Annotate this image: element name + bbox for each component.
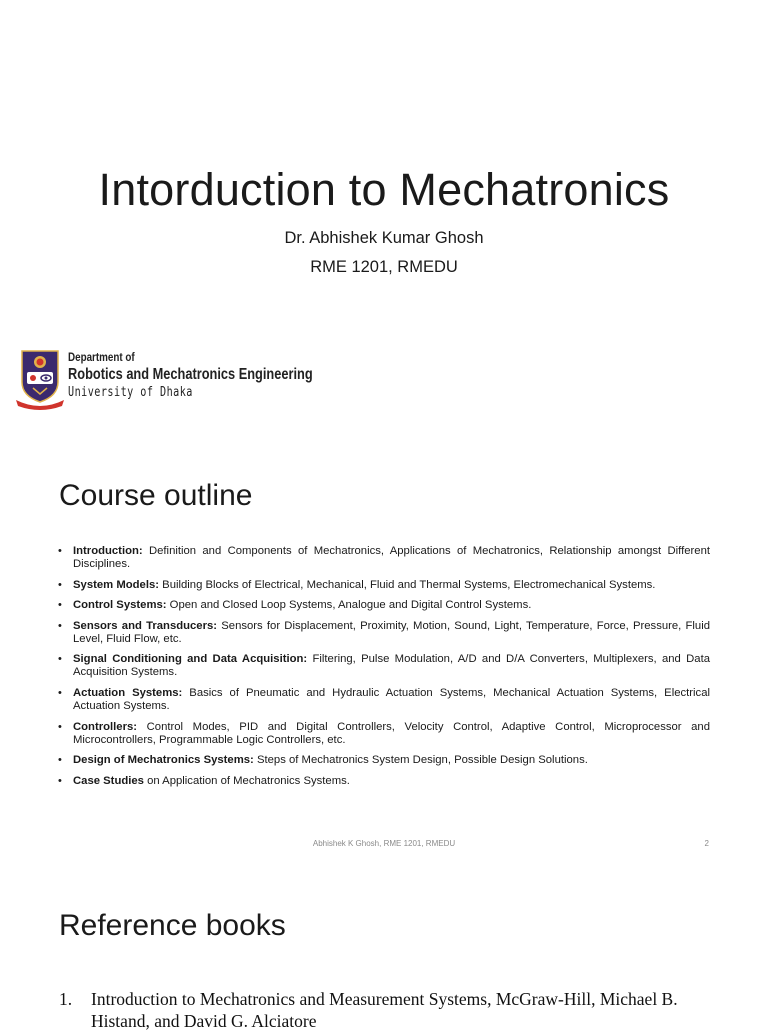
reference-books-slide: [0, 864, 768, 1031]
reference-item: [59, 988, 739, 1032]
outline-item-text: Open and Closed Loop Systems, Analogue and Digital Control Systems.: [166, 599, 532, 612]
outline-item-text: Building Blocks of Electrical, Mechanical, Fluid and Thermal Systems, Electromechanical Systems.: [159, 578, 656, 591]
outline-item-title: Signal Conditioning and Data Acquisition:: [73, 653, 308, 666]
outline-item-text: Steps of Mechatronics System Design, Possible Design Solutions.: [253, 754, 588, 767]
outline-item: [58, 653, 710, 679]
outline-item-title: Introduction:: [73, 545, 143, 557]
course-outline-list: [58, 545, 710, 795]
course-code: RME 1201, RMEDU: [310, 258, 458, 276]
outline-item: [58, 545, 710, 571]
title-slide: [0, 0, 768, 432]
outline-item: [58, 775, 710, 788]
outline-item-title: Sensors and Transducers:: [73, 619, 218, 632]
course-outline-heading: Course outline: [59, 479, 253, 512]
outline-item-text: Basics of Pneumatic and Hydraulic Actuation Systems, Mechanical Actuation Systems, Electrical Actuation Systems.: [73, 686, 710, 712]
university-crest-icon: [16, 348, 64, 410]
outline-item: [58, 687, 710, 713]
outline-item-title: Design of Mechatronics Systems:: [73, 754, 254, 767]
page-number: 2: [704, 839, 709, 848]
logo-department-name: Robotics and Mechatronics Engineering: [68, 366, 313, 383]
outline-item: [58, 620, 710, 646]
reference-books-heading: Reference books: [59, 909, 286, 942]
outline-item: [58, 721, 710, 747]
outline-item-text: on Application of Mechatronics Systems.: [143, 774, 350, 787]
logo-university: University of Dhaka: [68, 385, 193, 400]
outline-item-text: Sensors for Displacement, Proximity, Motion, Sound, Light, Temperature, Force, Pressure, Fluid Level, Fluid Flow, etc.: [73, 619, 711, 645]
outline-item-text: Filtering, Pulse Modulation, A/D and D/A Converters, Multiplexers, and Data Acquisition Systems.: [73, 653, 710, 679]
outline-item-title: Actuation Systems:: [73, 686, 183, 699]
outline-item-title: System Models:: [73, 578, 160, 591]
logo-text: [68, 350, 374, 400]
slide-footer: Abhishek K Ghosh, RME 1201, RMEDU: [312, 839, 456, 848]
reference-list: [59, 988, 739, 1032]
outline-item-title: Control Systems:: [73, 599, 167, 612]
reference-number: 1.: [59, 989, 73, 1009]
outline-item: [58, 754, 710, 767]
outline-item: [58, 599, 710, 612]
department-logo: [16, 348, 316, 412]
logo-department: Department of: [68, 350, 135, 364]
author-name: Dr. Abhishek Kumar Ghosh: [284, 229, 484, 247]
outline-item-title: Controllers:: [73, 720, 138, 733]
outline-item: [58, 579, 710, 592]
outline-item-text: Definition and Components of Mechatronics, Applications of Mechatronics, Relationship amongst Different Disciplines.: [73, 545, 710, 570]
outline-item-text: Control Modes, PID and Digital Controllers, Velocity Control, Adaptive Control, Microprocessor and Microcontrollers, Programmable Logic Controllers, etc.: [73, 720, 710, 746]
outline-item-title: Case Studies: [73, 774, 144, 787]
course-outline-slide: [0, 432, 768, 864]
reference-text: Introduction to Mechatronics and Measurement Systems, McGraw-Hill, Michael B. Histand, and David G. Alciatore: [91, 989, 678, 1031]
slide-title: Intorduction to Mechatronics: [98, 164, 670, 215]
